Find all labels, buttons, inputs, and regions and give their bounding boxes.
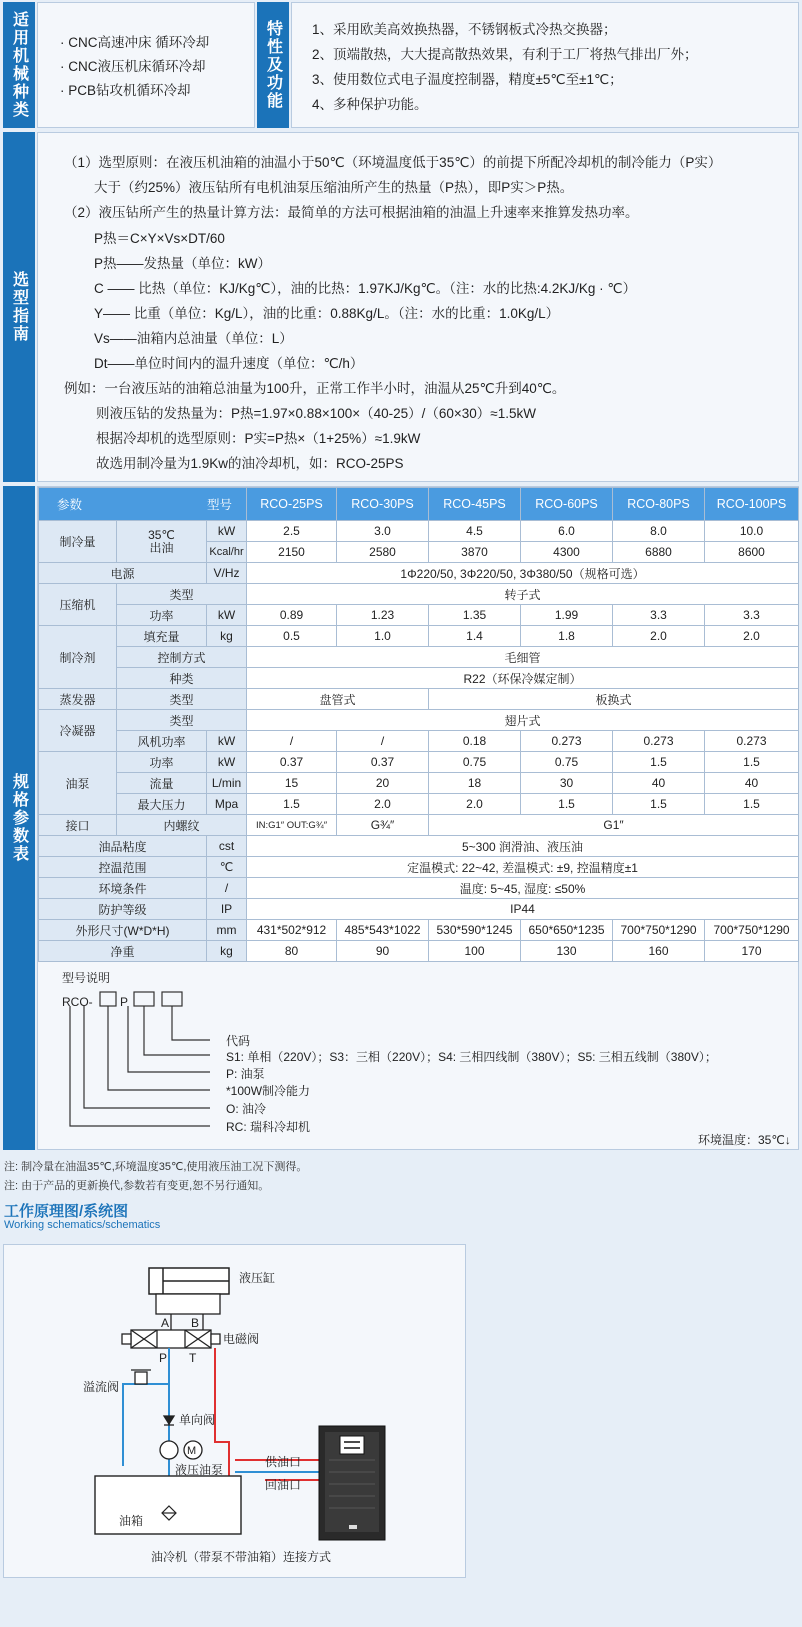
cell: 530*590*1245: [429, 920, 521, 941]
guide-line: 例如：一台液压站的油箱总油量为100升，正常工作半小时，油温从25℃升到40℃。: [64, 381, 566, 396]
cell: 4300: [521, 542, 613, 563]
cell: 2.0: [429, 794, 521, 815]
table-row: [39, 626, 799, 647]
features-panel: [291, 2, 799, 128]
cell: 6.0: [521, 521, 613, 542]
unit: L/min: [207, 773, 247, 794]
cell: 1.23: [337, 605, 429, 626]
applicable-tab: [3, 2, 35, 128]
refrigerant-label: 制冷剂: [39, 626, 117, 689]
cell: 5~300 润滑油、液压油: [247, 836, 799, 857]
table-row: [39, 857, 799, 878]
guide-line: （2）液压钻所产生的热量计算方法：最简单的方法可根据油箱的油温上升速率来推算发热功率。: [64, 205, 639, 220]
cell: 0.273: [705, 731, 799, 752]
table-row: [39, 773, 799, 794]
spec-tab-label: 规格参数表: [10, 773, 28, 863]
features-tab: [257, 2, 289, 128]
cell: 8600: [705, 542, 799, 563]
table-row: [39, 668, 799, 689]
cell: 0.75: [429, 752, 521, 773]
code-box: [162, 992, 182, 1006]
table-row: [39, 584, 799, 605]
power-label: 电源: [39, 563, 207, 584]
model-line: O: 油冷: [226, 1102, 267, 1116]
cell: 定温模式: 22~42, 差温模式: ±9, 控温精度±1: [247, 857, 799, 878]
cell: 2.5: [247, 521, 337, 542]
guide-line: 大于（约25%）液压钻所有电机油泵压缩油所产生的热量（P热），即P实＞P热。: [94, 180, 574, 195]
guide-line: P热＝C×Y×Vs×DT/60: [94, 231, 225, 246]
note: 注: 由于产品的更新换代,参数若有变更,恕不另行通知。: [4, 1180, 270, 1192]
model-line: S1: 单相（220V）；S3：三相（220V）；S4: 三相四线制（380V）；S5: 三相五线制（380V）；: [226, 1050, 717, 1064]
cell: 3870: [429, 542, 521, 563]
chiller-unit-shape: [319, 1426, 385, 1540]
features-list: [312, 17, 698, 117]
feature-item: 2、顶端散热，大大提高散热效果，有利于工厂将热气排出厂外；: [312, 47, 698, 62]
cooling-unit: Kcal/hr: [207, 542, 247, 563]
sub-label: 最大压力: [117, 794, 207, 815]
table-row: [39, 899, 799, 920]
return-port-label: 回油口: [265, 1478, 302, 1492]
cell: 6880: [613, 542, 705, 563]
evaporator-label: 蒸发器: [39, 689, 117, 710]
port-label: 接口: [39, 815, 117, 836]
guide-line: Dt——单位时间内的温升速度（单位：℃/h）: [94, 356, 364, 371]
env-label: 环境条件: [39, 878, 207, 899]
unit: IP: [207, 899, 247, 920]
cell: 160: [613, 941, 705, 962]
check-valve-label: 单向阀: [179, 1413, 216, 1427]
cell: 100: [429, 941, 521, 962]
table-row: [39, 794, 799, 815]
table-row: [39, 647, 799, 668]
cell: 431*502*912: [247, 920, 337, 941]
condenser-label: 冷凝器: [39, 710, 117, 752]
model-name: RCO-80PS: [613, 488, 705, 521]
cell: 3.0: [337, 521, 429, 542]
solenoid-valve-label: 电磁阀: [223, 1332, 260, 1346]
table-row: [39, 752, 799, 773]
cell: 18: [429, 773, 521, 794]
cell: 1.5: [247, 794, 337, 815]
cell: 毛细管: [247, 647, 799, 668]
table-row: [39, 521, 799, 542]
cell: 板换式: [429, 689, 799, 710]
unit: kg: [207, 626, 247, 647]
cell: R22（环保冷媒定制）: [247, 668, 799, 689]
guide-line: 则液压钻的发热量为：P热=1.97×0.88×100×（40-25）/（60×30）≈1.5kW: [96, 406, 536, 421]
cell: 0.37: [337, 752, 429, 773]
cell: G1″: [429, 815, 799, 836]
model-code-diagram: [60, 990, 760, 1140]
sub-label: 种类: [117, 668, 247, 689]
solenoid-valve-shape: [122, 1330, 220, 1348]
cell: 40: [705, 773, 799, 794]
cell: 3.3: [705, 605, 799, 626]
port-p-label: P: [159, 1351, 168, 1365]
cell: 1.4: [429, 626, 521, 647]
cell: 1.5: [613, 794, 705, 815]
tank-label: 油箱: [119, 1514, 144, 1528]
table-row: [39, 815, 799, 836]
applicable-item: · CNC高速冲床 循环冷却: [60, 35, 210, 50]
cell: 0.5: [247, 626, 337, 647]
cell: 10.0: [705, 521, 799, 542]
cell: 700*750*1290: [705, 920, 799, 941]
unit: Mpa: [207, 794, 247, 815]
cell: 2150: [247, 542, 337, 563]
cell: 1.5: [705, 794, 799, 815]
schematic-diagram: [3, 1244, 466, 1578]
spec-table: [38, 487, 799, 962]
cell: 0.89: [247, 605, 337, 626]
model-name: RCO-25PS: [247, 488, 337, 521]
feature-item: 3、使用数位式电子温度控制器，精度±5℃至±1℃；: [312, 72, 623, 87]
unit: kg: [207, 941, 247, 962]
guide-tab: [3, 132, 35, 482]
table-row: [39, 731, 799, 752]
cylinder-shape: [149, 1268, 229, 1294]
pump-label: 油泵: [39, 752, 117, 815]
cell: 1.5: [613, 752, 705, 773]
guide-line: C —— 比热（单位：KJ/Kg℃），油的比热：1.97KJ/Kg℃。（注：水的比热:4.2KJ/Kg · ℃）: [94, 281, 637, 296]
model-line: RC: 瑞科冷却机: [226, 1120, 311, 1134]
cell: 30: [521, 773, 613, 794]
applicable-tab-label: 适用机械种类: [10, 11, 28, 119]
relief-valve-shape: [131, 1370, 151, 1384]
cell: 20: [337, 773, 429, 794]
applicable-list: [60, 31, 209, 103]
cell: 1.0: [337, 626, 429, 647]
schematic-subtitle: Working schematics/schematics: [4, 1219, 161, 1231]
cell: 3.3: [613, 605, 705, 626]
cell: 1Φ220/50, 3Φ220/50, 3Φ380/50（规格可选）: [247, 563, 799, 584]
applicable-item: · PCB钻攻机循环冷却: [60, 83, 191, 98]
unit: kW: [207, 731, 247, 752]
code-box: [134, 992, 154, 1006]
cell: 170: [705, 941, 799, 962]
supply-port-label: 供油口: [265, 1455, 302, 1469]
cell: 2.0: [705, 626, 799, 647]
sub-label: 功率: [117, 752, 207, 773]
temp-range-label: 控温范围: [39, 857, 207, 878]
cell: IP44: [247, 899, 799, 920]
cell: 0.273: [521, 731, 613, 752]
cooling-cond: 35℃ 出油: [117, 521, 207, 563]
cell: 700*750*1290: [613, 920, 705, 941]
cell: IN:G1″ OUT:G¾″: [247, 815, 337, 836]
schematic-caption: 油冷机（带泵不带油箱）连接方式: [151, 1550, 332, 1564]
cell: /: [247, 731, 337, 752]
sub-label: 类型: [117, 584, 247, 605]
cell: 2.0: [337, 794, 429, 815]
guide-line: （1）选型原则：在液压机油箱的油温小于50℃（环境温度低于35℃）的前提下所配冷却机的制冷能力（P实）: [64, 155, 722, 170]
spec-header-row: [39, 488, 799, 521]
cell: 650*650*1235: [521, 920, 613, 941]
protect-label: 防护等级: [39, 899, 207, 920]
header-model: 型号: [207, 498, 233, 512]
applicable-panel: [37, 2, 255, 128]
cell: 1.5: [521, 794, 613, 815]
model-prefix: RCO-: [62, 995, 93, 1009]
sub-label: 类型: [117, 689, 247, 710]
guide-line: 根据冷却机的选型原则：P实=P热×（1+25%）≈1.9kW: [96, 431, 421, 446]
unit: kW: [207, 605, 247, 626]
cell: 8.0: [613, 521, 705, 542]
sub-label: 控制方式: [117, 647, 247, 668]
dims-label: 外形尺寸(W*D*H): [39, 920, 207, 941]
unit: V/Hz: [207, 563, 247, 584]
schematic-title: 工作原理图/系统图: [4, 1203, 129, 1220]
table-row: [39, 710, 799, 731]
code-box: [100, 992, 116, 1006]
cell: 温度: 5~45, 湿度: ≤50%: [247, 878, 799, 899]
unit: ℃: [207, 857, 247, 878]
cell: 2.0: [613, 626, 705, 647]
model-name: RCO-100PS: [705, 488, 799, 521]
table-row: [39, 920, 799, 941]
model-line: P: 油泵: [226, 1067, 265, 1081]
cell: /: [337, 731, 429, 752]
guide-line: Y—— 比重（单位：Kg/L），油的比重：0.88Kg/L。（注：水的比重：1.0Kg/L）: [94, 306, 560, 321]
cell: 1.5: [705, 752, 799, 773]
compressor-label: 压缩机: [39, 584, 117, 626]
env-temp: 环境温度：35℃↓: [698, 1133, 791, 1147]
model-name: RCO-60PS: [521, 488, 613, 521]
cell: 翅片式: [247, 710, 799, 731]
cell: 1.99: [521, 605, 613, 626]
cell: 15: [247, 773, 337, 794]
model-p-char: P: [120, 995, 129, 1009]
cell: 1.8: [521, 626, 613, 647]
viscosity-label: 油品粘度: [39, 836, 207, 857]
model-line: 代码: [226, 1034, 251, 1048]
cell: 4.5: [429, 521, 521, 542]
table-row: [39, 878, 799, 899]
cell: 2580: [337, 542, 429, 563]
check-valve-shape: [164, 1416, 174, 1425]
model-line: *100W制冷能力: [226, 1084, 311, 1098]
cell: 0.18: [429, 731, 521, 752]
table-row: [39, 941, 799, 962]
cell: 485*543*1022: [337, 920, 429, 941]
sub-label: 功率: [117, 605, 207, 626]
features-tab-label: 特性及功能: [264, 20, 282, 110]
port-t-label: T: [189, 1351, 197, 1365]
relief-valve-label: 溢流阀: [83, 1380, 120, 1394]
guide-line: 故选用制冷量为1.9Kw的油冷却机，如：RCO-25PS: [96, 456, 404, 471]
tank-shape: [95, 1476, 241, 1534]
feature-item: 4、多种保护功能。: [312, 97, 428, 112]
model-note-title: 型号说明: [62, 971, 111, 985]
cell: 40: [613, 773, 705, 794]
motor-label: M: [187, 1445, 197, 1457]
cell: 1.35: [429, 605, 521, 626]
cooling-label: 制冷量: [39, 521, 117, 563]
cooling-unit: kW: [207, 521, 247, 542]
header-param: 参数: [57, 498, 83, 512]
sub-label: 风机功率: [117, 731, 207, 752]
model-name: RCO-45PS: [429, 488, 521, 521]
port-b-label: B: [191, 1316, 200, 1330]
cell: 0.37: [247, 752, 337, 773]
cell: 0.273: [613, 731, 705, 752]
unit: kW: [207, 752, 247, 773]
guide-line: P热——发热量（单位：kW）: [94, 256, 271, 271]
cell: 80: [247, 941, 337, 962]
sub-label: 类型: [117, 710, 247, 731]
sub-label: 填充量: [117, 626, 207, 647]
model-name: RCO-30PS: [337, 488, 429, 521]
cell: 盘管式: [247, 689, 429, 710]
weight-label: 净重: [39, 941, 207, 962]
table-row: [39, 605, 799, 626]
cell: 130: [521, 941, 613, 962]
sub-label: 流量: [117, 773, 207, 794]
unit: cst: [207, 836, 247, 857]
guide-tab-label: 选型指南: [10, 271, 28, 343]
applicable-item: · CNC液压机床循环冷却: [60, 59, 206, 74]
pump-label: 液压油泵: [175, 1463, 224, 1477]
cell: 转子式: [247, 584, 799, 605]
table-row: [39, 836, 799, 857]
table-row: [39, 563, 799, 584]
cylinder-label: 液压缸: [239, 1271, 276, 1285]
cell: G¾″: [337, 815, 429, 836]
note: 注: 制冷量在油温35℃,环境温度35℃,使用液压油工况下测得。: [4, 1161, 308, 1173]
cell: 90: [337, 941, 429, 962]
table-row: [39, 689, 799, 710]
sub-label: 内螺纹: [117, 815, 247, 836]
cell: 0.75: [521, 752, 613, 773]
feature-item: 1、采用欧美高效换热器，不锈钢板式冷热交换器；: [312, 22, 617, 37]
guide-panel: [37, 132, 799, 482]
unit: mm: [207, 920, 247, 941]
port-a-label: A: [161, 1316, 170, 1330]
spec-tab: [3, 486, 35, 1150]
guide-line: Vs——油箱内总油量（单位：L）: [94, 331, 293, 346]
unit: /: [207, 878, 247, 899]
